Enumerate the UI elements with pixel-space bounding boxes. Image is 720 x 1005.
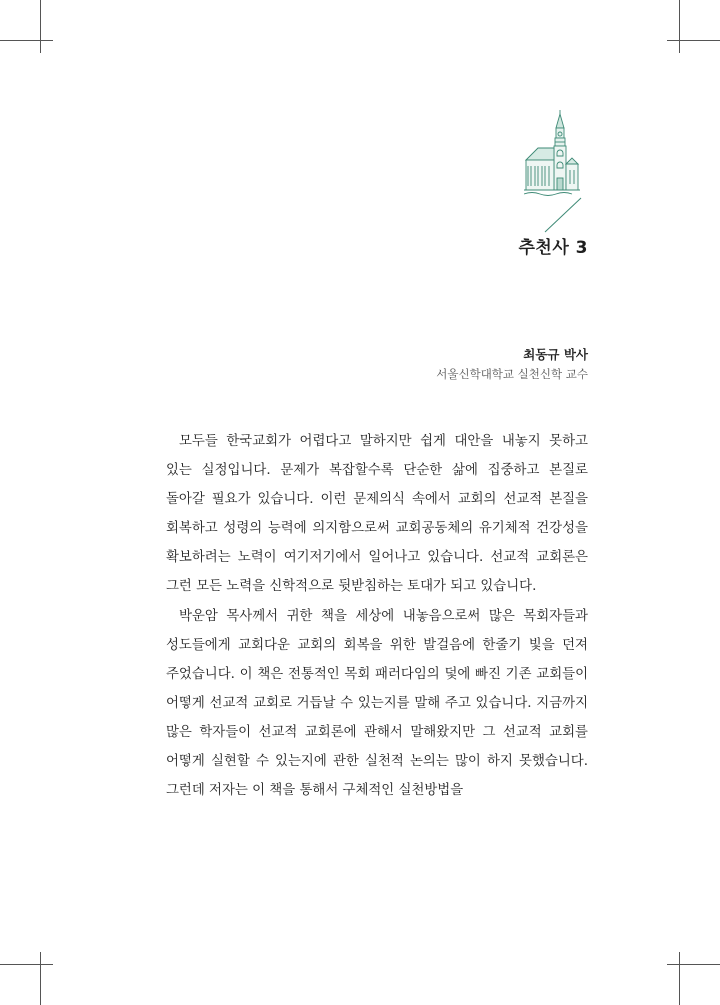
crop-mark-bottom-right-h — [667, 964, 720, 965]
crop-mark-top-left-h — [0, 40, 53, 41]
crop-mark-bottom-right-v — [679, 952, 680, 1005]
author-affiliation: 서울신학대학교 실천신학 교수 — [436, 367, 588, 381]
paragraph-1: 모두들 한국교회가 어렵다고 말하지만 쉽게 대안을 내놓지 못하고 있는 실정입니다. 문제가 복잡할수록 단순한 삶에 집중하고 본질로 돌아갈 필요가 있습니다. 이런 문제의식 속에서 교회의 선교적 본질을 회복하고 성령의 능력에 의지함으로써 교회공동체의 유기체적 건강성을 확보하려는 노력이 여기저기에서 일어나고 있습니다. 선교적 교회론은 그런 모든 노력을 신학적으로 뒷받침하는 토대가 되고 있습니다. — [166, 434, 588, 595]
section-title: 추천사 3 — [518, 238, 588, 258]
crop-mark-top-right-v — [679, 0, 680, 53]
crop-mark-bottom-left-v — [40, 952, 41, 1005]
crop-mark-bottom-left-h — [0, 964, 53, 965]
title-divider-line — [543, 196, 583, 234]
author-name: 최동규 박사 — [523, 347, 588, 362]
crop-mark-top-left-v — [40, 0, 41, 53]
crop-mark-top-right-h — [667, 40, 720, 41]
church-icon — [524, 108, 580, 196]
paragraph-2: 박운암 목사께서 귀한 책을 세상에 내놓음으로써 많은 목회자들과 성도들에게 교회다운 교회의 회복을 위한 발걸음에 한줄기 빛을 던져 주었습니다. 이 책은 전통적인 목회 패러다임의 덫에 빠진 기존 교회들이 어떻게 선교적 교회로 거듭날 수 있는지를 말해 주고 있습니다. 지금까지 많은 학자들이 선교적 교회론에 관해서 말해왔지만 그 선교적 교회를 어떻게 실현할 수 있는지에 관한 실천적 논의는 많이 하지 못했습니다. 그런데 저자는 이 책을 통해서 구체적인 실천방법을 — [166, 608, 588, 799]
body-text — [166, 427, 588, 805]
